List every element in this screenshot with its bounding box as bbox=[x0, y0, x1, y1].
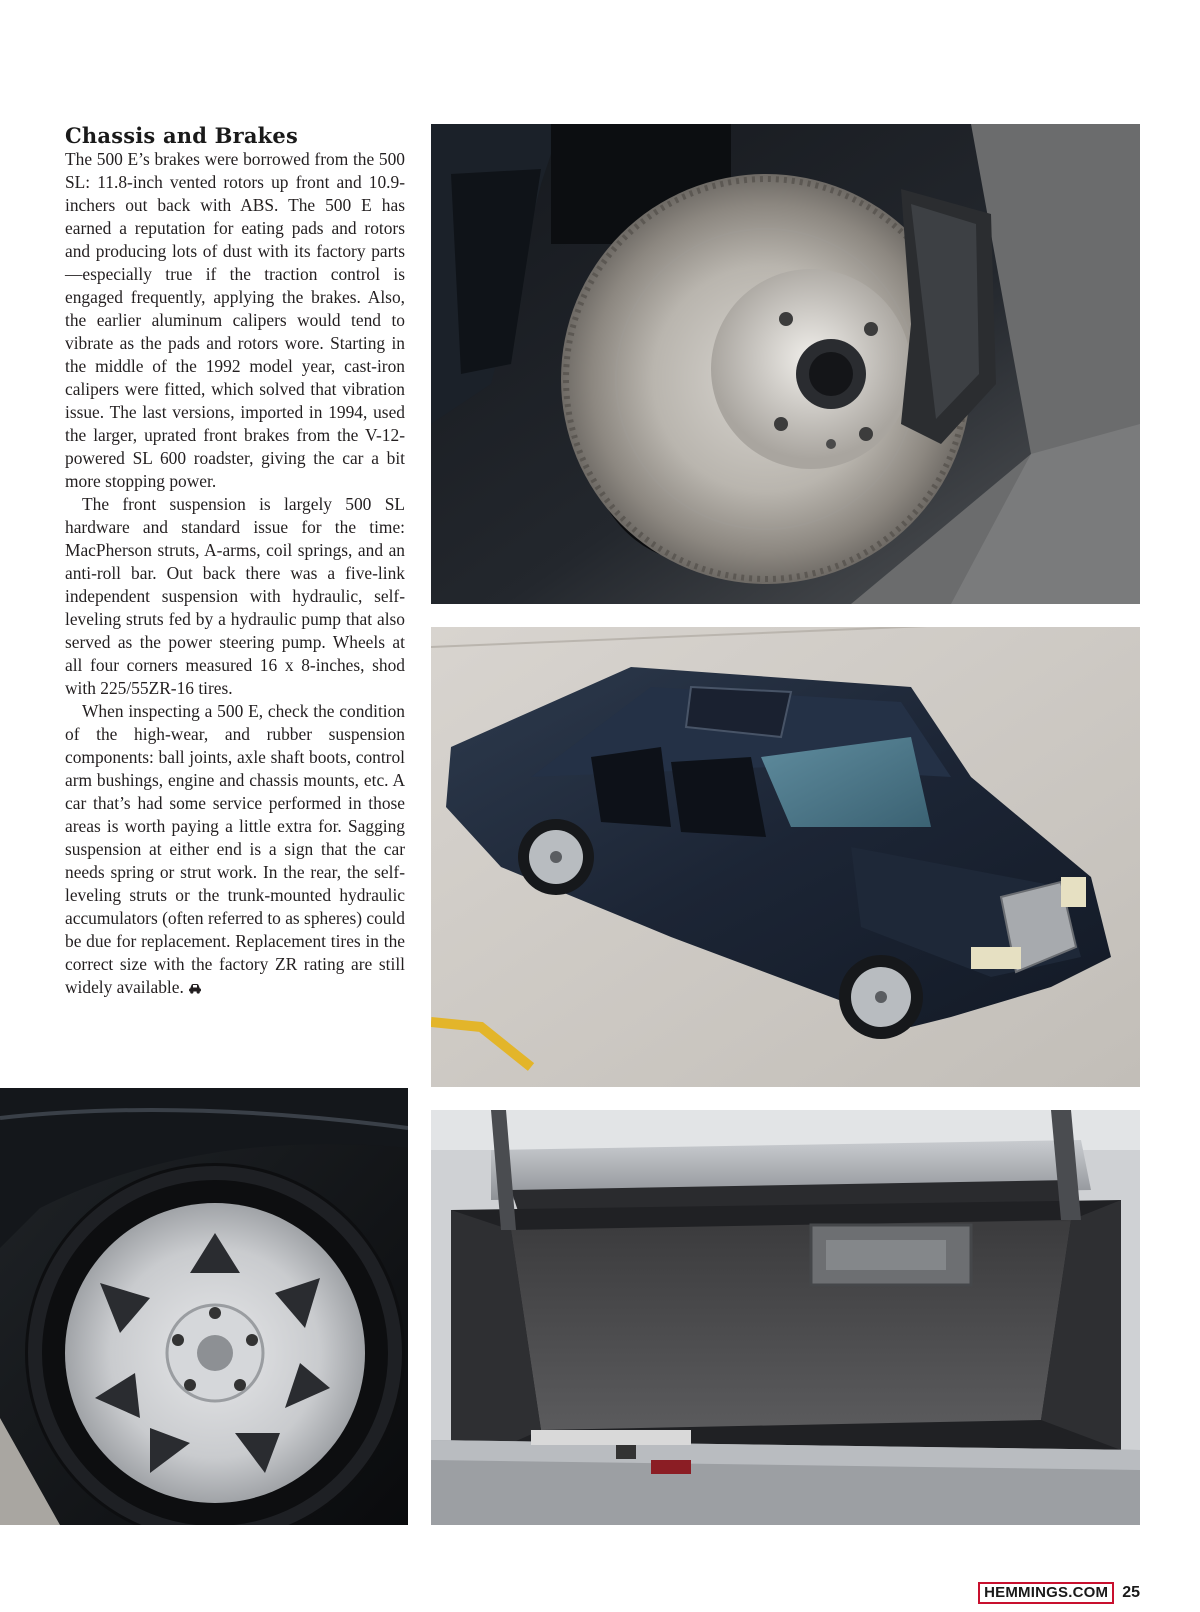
photo-brake-rotor bbox=[431, 124, 1140, 604]
article-body bbox=[65, 148, 405, 999]
section-heading: Chassis and Brakes bbox=[65, 123, 298, 148]
article-paragraph-3 bbox=[65, 700, 405, 999]
photo-open-trunk bbox=[431, 1110, 1140, 1525]
article-paragraph-2: The front suspension is largely 500 SL hardware and standard issue for the time: MacPherson struts, A-arms, coil springs, and an anti-roll bar. Out back there was a five-link independent suspension with hydraulic, self-leveling struts fed by a hydraulic pump that also served as the power steering pump. Wheels at all four corners measured 16 x 8-inches, shod with 225/55ZR-16 tires. bbox=[65, 494, 405, 698]
site-name: HEMMINGS.COM bbox=[978, 1582, 1114, 1604]
photo-alloy-wheel bbox=[0, 1088, 408, 1525]
article-paragraph-3-text: When inspecting a 500 E, check the condition of the high-wear, and rubber suspension components: ball joints, axle shaft boots, control arm bushings, engine and chassis mounts, etc. A car that’s had some service performed in those areas is worth paying a little extra for. Sagging suspension at either end is a sign that the car needs spring or strut work. In the rear, the self-leveling struts or the trunk-mounted hydraulic accumulators (often referred to as spheres) could be due for replacement. Replacement tires in the correct size with the factory ZR rating are still widely available. bbox=[65, 701, 405, 997]
article-paragraph-1: The 500 E’s brakes were borrowed from the 500 SL: 11.8-inch vented rotors up front and 10.9-inchers out back with ABS. The 500 E has earned a reputation for eating pads and rotors and producing lots of dust with its factory parts—especially true if the traction control is engaged frequently, applying the brakes. Also, the earlier aluminum calipers would tend to vibrate as the pads and rotors wore. Starting in the middle of the 1992 model year, cast-iron calipers were fitted, which solved that vibration issue. The last versions, imported in 1994, used the larger, uprated front brakes from the V-12-powered SL 600 roadster, giving the car a bit more stopping power. bbox=[65, 149, 405, 491]
photo-sedan-overhead bbox=[431, 627, 1140, 1087]
car-icon bbox=[188, 982, 202, 994]
page-footer bbox=[978, 1582, 1140, 1604]
page-number: 25 bbox=[1122, 1584, 1140, 1601]
